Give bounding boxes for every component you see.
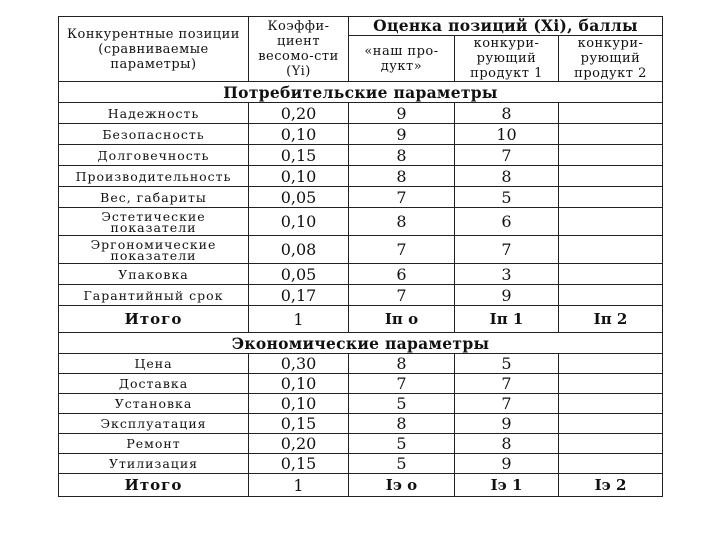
- our-score: 8: [349, 208, 455, 236]
- consumer-total-row: [59, 306, 663, 333]
- weight-value: 0,10: [249, 374, 349, 394]
- competitor-1-score: 5: [455, 354, 559, 374]
- total-label: Итого: [59, 306, 249, 333]
- total-weight: 1: [249, 474, 349, 497]
- weight-value: 0,15: [249, 145, 349, 166]
- weight-value: 0,15: [249, 454, 349, 474]
- weight-value: 0,30: [249, 354, 349, 374]
- consumer-section-title: Потребительские параметры: [59, 82, 663, 103]
- competitor-2-score: [559, 145, 663, 166]
- weight-value: 0,05: [249, 187, 349, 208]
- table-row: [59, 145, 663, 166]
- weight-value: 0,20: [249, 103, 349, 124]
- header-weight-cell: Коэффи-циент весомо-сти (Yi): [249, 17, 349, 82]
- weight-value: 0,05: [249, 264, 349, 285]
- our-score: 7: [349, 285, 455, 306]
- our-score: 6: [349, 264, 455, 285]
- weight-value: 0,10: [249, 166, 349, 187]
- table-row: [59, 166, 663, 187]
- param-name: Эксплуатация: [59, 414, 249, 434]
- competitor-1-score: 8: [455, 166, 559, 187]
- header-our-product: «наш про-дукт»: [349, 36, 455, 82]
- competitor-1-score: 7: [455, 374, 559, 394]
- param-name: Ремонт: [59, 434, 249, 454]
- table-row: [59, 454, 663, 474]
- our-score: 8: [349, 166, 455, 187]
- our-score: 8: [349, 145, 455, 166]
- competitor-1-score: 5: [455, 187, 559, 208]
- competitor-1-score: 9: [455, 285, 559, 306]
- total-label: Итого: [59, 474, 249, 497]
- our-score: 7: [349, 187, 455, 208]
- our-score: 5: [349, 454, 455, 474]
- param-name: Вес, габариты: [59, 187, 249, 208]
- competitor-2-score: [559, 434, 663, 454]
- competitor-1-score: 10: [455, 124, 559, 145]
- competitor-1-score: 3: [455, 264, 559, 285]
- table-row: [59, 394, 663, 414]
- table-row: [59, 354, 663, 374]
- param-name: Гарантийный срок: [59, 285, 249, 306]
- table-row: [59, 414, 663, 434]
- competitor-1-score: 8: [455, 103, 559, 124]
- competitor-2-score: [559, 414, 663, 434]
- economic-total-row: [59, 474, 663, 497]
- param-name: Надежность: [59, 103, 249, 124]
- our-score: 7: [349, 374, 455, 394]
- table-row: [59, 285, 663, 306]
- param-name: Производительность: [59, 166, 249, 187]
- param-name: Долговечность: [59, 145, 249, 166]
- our-score: 8: [349, 414, 455, 434]
- competitor-1-score: 7: [455, 145, 559, 166]
- weight-value: 0,08: [249, 236, 349, 264]
- header-competitor-1: конкури-рующий продукт 1: [455, 36, 559, 82]
- param-name: Эстетические показатели: [59, 208, 249, 236]
- index-our-product: Iп о: [349, 306, 455, 333]
- our-score: 5: [349, 434, 455, 454]
- competitor-1-score: 8: [455, 434, 559, 454]
- weight-value: 0,10: [249, 394, 349, 414]
- header-score-group: Оценка позиций (Xi), баллы: [349, 17, 663, 36]
- economic-section-title: Экономические параметры: [59, 333, 663, 354]
- header-param-cell: Конкурентные позиции (сравниваемые параметры): [59, 17, 249, 82]
- param-name: Эргономические показатели: [59, 236, 249, 264]
- competitor-1-score: 9: [455, 414, 559, 434]
- table-row: [59, 236, 663, 264]
- param-name: Цена: [59, 354, 249, 374]
- competitor-1-score: 7: [455, 394, 559, 414]
- weight-value: 0,10: [249, 124, 349, 145]
- our-score: 5: [349, 394, 455, 414]
- param-name: Установка: [59, 394, 249, 414]
- table-row: [59, 208, 663, 236]
- competitor-2-score: [559, 124, 663, 145]
- competitor-2-score: [559, 374, 663, 394]
- table-row: [59, 434, 663, 454]
- competitor-2-score: [559, 285, 663, 306]
- competitor-2-score: [559, 208, 663, 236]
- header-competitor-2: конкури-рующий продукт 2: [559, 36, 663, 82]
- our-score: 9: [349, 103, 455, 124]
- competitor-2-score: [559, 166, 663, 187]
- our-score: 7: [349, 236, 455, 264]
- our-score: 9: [349, 124, 455, 145]
- param-name: Упаковка: [59, 264, 249, 285]
- competitor-2-score: [559, 103, 663, 124]
- index-competitor-1: Iп 1: [455, 306, 559, 333]
- table-row: [59, 124, 663, 145]
- our-score: 8: [349, 354, 455, 374]
- table-row: [59, 103, 663, 124]
- total-weight: 1: [249, 306, 349, 333]
- competitor-2-score: [559, 187, 663, 208]
- index-competitor-1: Iэ 1: [455, 474, 559, 497]
- index-competitor-2: Iп 2: [559, 306, 663, 333]
- competitor-2-score: [559, 454, 663, 474]
- weight-value: 0,15: [249, 414, 349, 434]
- weight-value: 0,20: [249, 434, 349, 454]
- table-row: [59, 264, 663, 285]
- competitiveness-table: [58, 16, 663, 497]
- competitor-2-score: [559, 264, 663, 285]
- table-row: [59, 187, 663, 208]
- index-our-product: Iэ о: [349, 474, 455, 497]
- param-name: Доставка: [59, 374, 249, 394]
- competitor-2-score: [559, 236, 663, 264]
- competitor-1-score: 7: [455, 236, 559, 264]
- weight-value: 0,17: [249, 285, 349, 306]
- param-name: Безопасность: [59, 124, 249, 145]
- competitor-1-score: 9: [455, 454, 559, 474]
- competitor-1-score: 6: [455, 208, 559, 236]
- competitor-2-score: [559, 354, 663, 374]
- index-competitor-2: Iэ 2: [559, 474, 663, 497]
- param-name: Утилизация: [59, 454, 249, 474]
- weight-value: 0,10: [249, 208, 349, 236]
- table-row: [59, 374, 663, 394]
- competitor-2-score: [559, 394, 663, 414]
